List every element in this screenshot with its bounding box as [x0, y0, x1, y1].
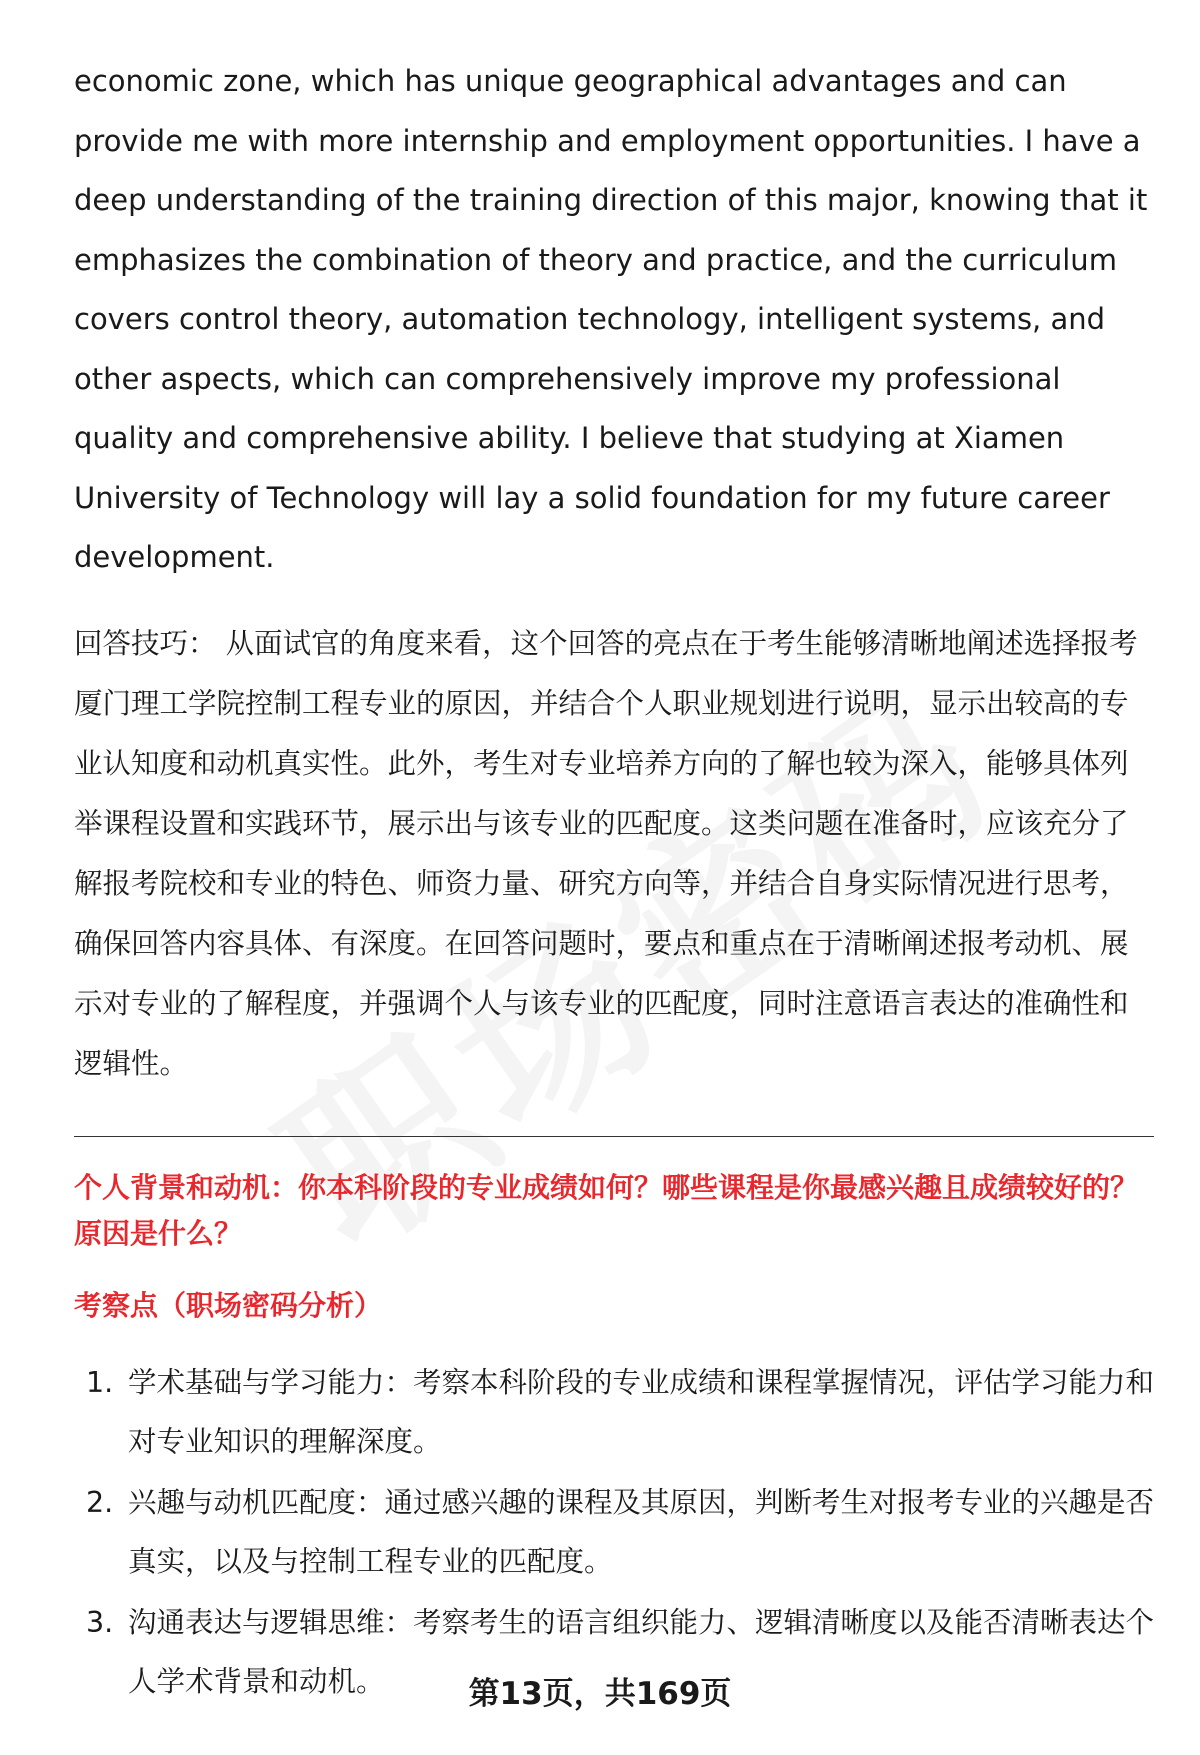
page-number-footer: 第13页，共169页 [468, 1676, 732, 1712]
list-item-number: 2. [86, 1485, 114, 1519]
section-divider [74, 1136, 1154, 1137]
answer-tip-text: 从面试官的角度来看，这个回答的亮点在于考生能够清晰地阐述选择报考厦门理工学院控制工程专业的原因，并结合个人职业规划进行说明，显示出较高的专业认知度和动机真实性。此外，考生对专业培养方向的了解也较为深入，能够具体列举课程设置和实践环节，展示出与该专业的匹配度。这类问题在准备时，应该充分了解报考院校和专业的特色、师资力量、研究方向等，并结合自身实际情况进行思考，确保回答内容具体、有深度。在回答问题时，要点和重点在于清晰阐述报考动机、展示对专业的了解程度，并强调个人与该专业的匹配度，同时注意语言表达的准确性和逻辑性。 [74, 626, 1138, 1080]
list-item [74, 1473, 1154, 1591]
assessment-points-heading: 考察点（职场密码分析） [74, 1288, 383, 1322]
list-item-text: 兴趣与动机匹配度：通过感兴趣的课程及其原因，判断考生对报考专业的兴趣是否真实，以及与控制工程专业的匹配度。 [128, 1485, 1155, 1578]
list-item-number: 3. [86, 1605, 114, 1639]
list-item-text: 学术基础与学习能力：考察本科阶段的专业成绩和课程掌握情况，评估学习能力和对专业知识的理解深度。 [128, 1365, 1155, 1458]
answer-tip-label: 回答技巧： [74, 626, 217, 660]
question-heading: 个人背景和动机：你本科阶段的专业成绩如何？哪些课程是你最感兴趣且成绩较好的？原因是什么？ [74, 1170, 1139, 1250]
english-answer-paragraph: economic zone, which has unique geographical advantages and can provide me with more internship and employment opportunities. I have a deep understanding of the training direction of this major, knowing that it emphasizes the combination of theory and practice, and the curriculum covers control theory, automation technology, intelligent systems, and other aspects, which can comprehensively improve my professional quality and comprehensive ability. I believe that studying at Xiamen University of Technology will lay a solid foundation for my future career development. [74, 64, 1148, 574]
list-item-number: 1. [86, 1365, 114, 1399]
list-item [74, 1353, 1154, 1471]
answer-tip-paragraph [74, 614, 1154, 1094]
document-page [74, 52, 1154, 1713]
list-item-text: 沟通表达与逻辑思维：考察考生的语言组织能力、逻辑清晰度以及能否清晰表达个人学术背景和动机。 [128, 1605, 1155, 1698]
assessment-points-list [74, 1353, 1154, 1711]
list-item [74, 1593, 1154, 1711]
